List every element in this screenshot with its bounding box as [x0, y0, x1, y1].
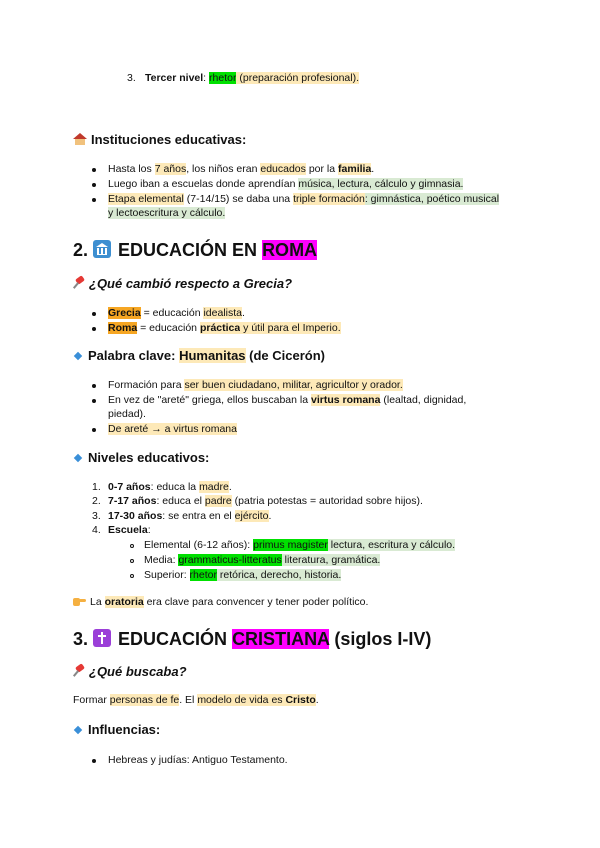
list-number: 3.	[92, 510, 101, 522]
temple-icon	[93, 240, 111, 258]
diamond-icon	[74, 351, 82, 359]
latin-cross-icon	[93, 629, 111, 647]
list-item-continuation: piedad).	[108, 408, 146, 420]
list-number: 4.	[92, 524, 101, 536]
level-label: Tercer nivel	[145, 72, 204, 84]
subsection-heading: Influencias:	[73, 721, 160, 739]
list-item: En vez de "areté" griega, ellos buscaban la virtus romana (lealtad, dignidad,	[108, 394, 467, 406]
list-item: Etapa elemental (7-14/15) se daba una triple formación: gimnástica, poético musical	[108, 193, 500, 205]
sub-list-item: Superior: rhetor retórica, derecho, historia.	[144, 569, 342, 581]
bullet-icon	[92, 327, 96, 331]
section-title: 3. EDUCACIÓN CRISTIANA (siglos I-IV)	[73, 629, 432, 649]
circle-bullet-icon	[130, 574, 134, 578]
list-item-continuation: y lectoescritura y cálculo.	[108, 207, 226, 219]
circle-bullet-icon	[130, 559, 134, 563]
bullet-icon	[92, 399, 96, 403]
question-heading: ¿Qué buscaba?	[73, 663, 187, 681]
list-item: Luego iban a escuelas donde aprendían música, lectura, cálculo y gimnasia.	[108, 178, 464, 190]
bullet-icon	[92, 759, 96, 763]
list-number: 2.	[92, 495, 101, 507]
paragraph: Formar personas de fe. El modelo de vida es Cristo.	[73, 694, 319, 706]
question-heading: ¿Qué cambió respecto a Grecia?	[73, 275, 292, 293]
list-item: Formación para ser buen ciudadano, militar, agricultor y orador.	[108, 379, 403, 391]
sub-list-item: Media: grammaticus-litteratus literatura, gramática.	[144, 554, 381, 566]
list-item: Grecia = educación idealista.	[108, 307, 245, 319]
pointing-hand-icon	[73, 596, 86, 606]
house-icon	[73, 133, 87, 145]
paragraph: La oratoria era clave para convencer y tener poder político.	[73, 595, 368, 610]
list-item: 17-30 años: se entra en el ejército.	[108, 510, 272, 522]
diamond-icon	[74, 453, 82, 461]
list-item: Tercer nivel: rhetor (preparación profesional).	[145, 72, 360, 84]
list-number: 1.	[92, 481, 101, 493]
pushpin-icon	[73, 665, 85, 677]
diamond-icon	[74, 725, 82, 733]
section-heading: Instituciones educativas:	[73, 131, 246, 149]
list-item: Hebreas y judías: Antiguo Testamento.	[108, 754, 288, 766]
bullet-icon	[92, 168, 96, 172]
list-number: 3.	[127, 72, 136, 84]
sub-list-item: Elemental (6-12 años): primus magister lectura, escritura y cálculo.	[144, 539, 456, 551]
list-item: 7-17 años: educa el padre (patria potestas = autoridad sobre hijos).	[108, 495, 423, 507]
circle-bullet-icon	[130, 544, 134, 548]
list-item: De areté → a virtus romana	[108, 423, 237, 435]
list-item: Hasta los 7 años, los niños eran educados por la familia.	[108, 163, 375, 175]
bullet-icon	[92, 428, 96, 432]
bullet-icon	[92, 183, 96, 187]
list-item: 0-7 años: educa la madre.	[108, 481, 232, 493]
bullet-icon	[92, 198, 96, 202]
list-item: Roma = educación práctica y útil para el Imperio.	[108, 322, 341, 334]
pushpin-icon	[73, 277, 85, 289]
subsection-heading: Palabra clave: Humanitas (de Cicerón)	[73, 347, 325, 365]
subsection-heading: Niveles educativos:	[73, 449, 209, 467]
bullet-icon	[92, 384, 96, 388]
bullet-icon	[92, 312, 96, 316]
section-title: 2. EDUCACIÓN EN ROMA	[73, 240, 318, 260]
list-item: Escuela:	[108, 524, 151, 536]
